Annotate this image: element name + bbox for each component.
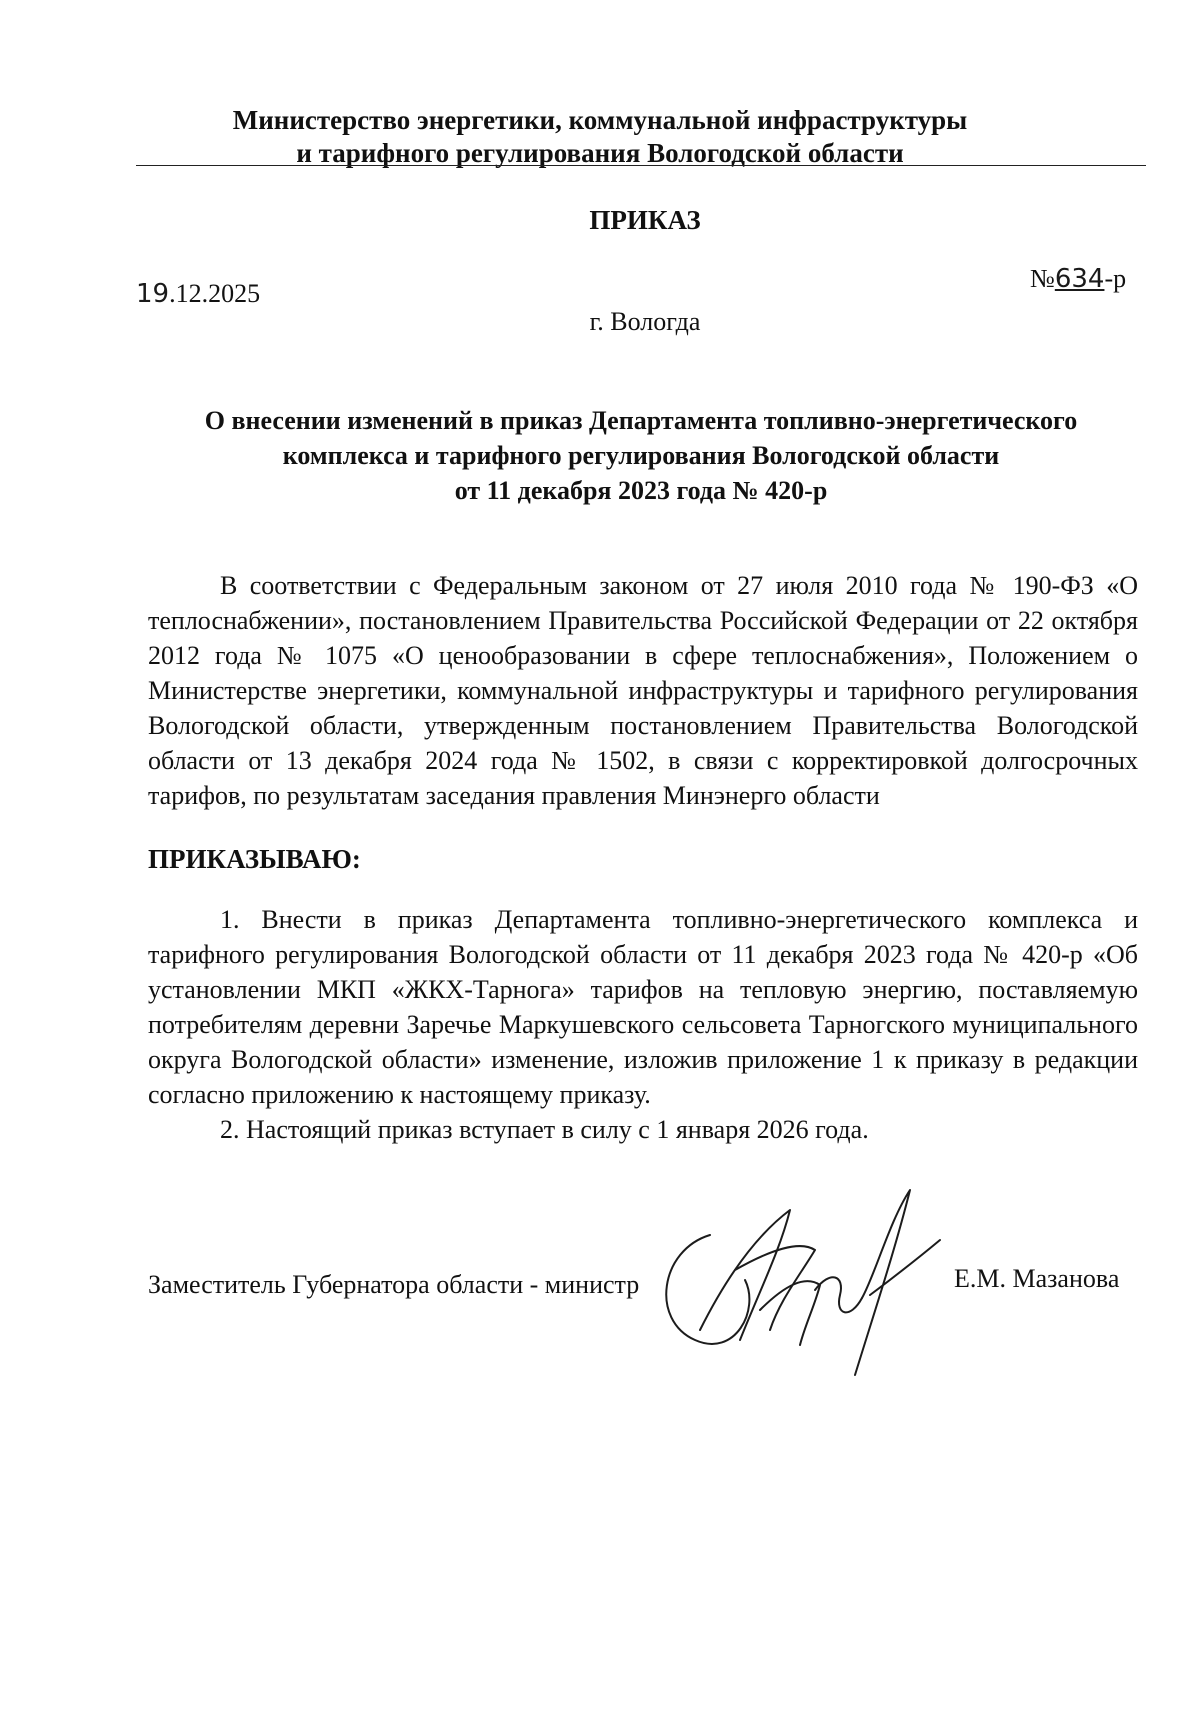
document-city: г. Вологда: [589, 307, 701, 336]
preamble-paragraph: В соответствии с Федеральным законом от 27 июля 2010 года № 190-ФЗ «О теплоснабжении», постановлением Правительства Российской Федерации от 22 октября 2012 года № 1075 «О ценообразовании в сфере теплоснабжения», Положением о Министерстве энергетики, коммунальной инфраструктуры и тарифного регулирования Вологодской области, утвержденным постановлением Правительства Вологодской области от 13 декабря 2024 года № 1502, в связи с корректировкой долгосрочных тарифов, по результатам заседания правления Минэнерго области: [148, 571, 1138, 810]
number-handwritten: 634: [1054, 264, 1105, 294]
org-line-1: Министерство энергетики, коммунальной инфраструктуры: [232, 105, 968, 135]
date-day-handwritten: 19: [136, 279, 170, 309]
number-sign: №: [1030, 264, 1055, 293]
signatory-position: Заместитель Губернатора области - министр: [148, 1270, 640, 1299]
document-type: ПРИКАЗ: [589, 205, 701, 235]
title-line-2: комплекса и тарифного регулирования Вологодской области: [282, 441, 1000, 470]
document-number: [1030, 264, 1126, 294]
signatory-name: Е.М. Мазанова: [954, 1264, 1120, 1293]
order-word: ПРИКАЗЫВАЮ:: [148, 844, 361, 874]
handwritten-signature-icon: [640, 1180, 960, 1380]
number-suffix: -р: [1104, 264, 1127, 293]
order-point-1: 1. Внести в приказ Департамента топливно-энергетического комплекса и тарифного регулирования Вологодской области от 11 декабря 2023 года № 420-р «Об установлении МКП «ЖКХ-Тарнога» тарифов на тепловую энергию, поставляемую потребителям деревни Заречье Маркушевского сельсовета Тарногского муниципального округа Вологодской области» изменение, изложив приложение 1 к приказу в редакции согласно приложению к настоящему приказу.: [148, 905, 1138, 1109]
order-point-2: 2. Настоящий приказ вступает в силу с 1 января 2026 года.: [220, 1115, 869, 1144]
document-date: [136, 279, 260, 309]
organization-header: [0, 104, 1200, 170]
document-title: [136, 403, 1146, 508]
title-line-1: О внесении изменений в приказ Департамента топливно-энергетического: [204, 406, 1078, 435]
header-divider: [136, 165, 1146, 166]
title-line-3: от 11 декабря 2023 года № 420-р: [454, 476, 828, 505]
date-month-year: .12.2025: [169, 279, 261, 308]
org-line-2: и тарифного регулирования Вологодской области: [296, 138, 904, 168]
order-points: [148, 902, 1138, 1147]
